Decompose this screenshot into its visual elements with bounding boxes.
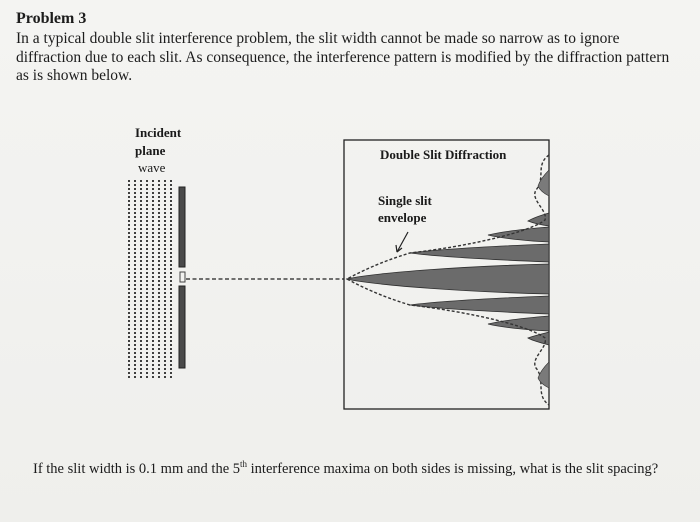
question-part2: interference maxima on both sides is missing, what is the slit spacing? (247, 460, 659, 477)
question-text (33, 455, 663, 478)
slit-barrier (179, 187, 185, 368)
envelope-label-1: Single slit (378, 193, 432, 208)
question-ordinal: th (240, 459, 248, 469)
problem-intro: In a typical double slit interference problem, the slit width cannot be made so narrow as to ignore diffraction due to each slit. As consequence, the interference pattern is modified by the diffraction pattern as is shown below. (16, 30, 670, 84)
wave-label: wave (138, 160, 166, 175)
interference-fringes (346, 213, 549, 345)
screen-title: Double Slit Diffraction (380, 147, 507, 162)
wavefronts (129, 180, 171, 378)
problem-title: Problem 3 (16, 10, 87, 27)
incident-label: Incident (135, 125, 182, 140)
envelope-arrow (397, 232, 408, 252)
plane-label: plane (135, 143, 166, 158)
question-part1: If the slit width is 0.1 mm and the 5 (33, 460, 241, 477)
envelope-label-2: envelope (378, 210, 427, 225)
